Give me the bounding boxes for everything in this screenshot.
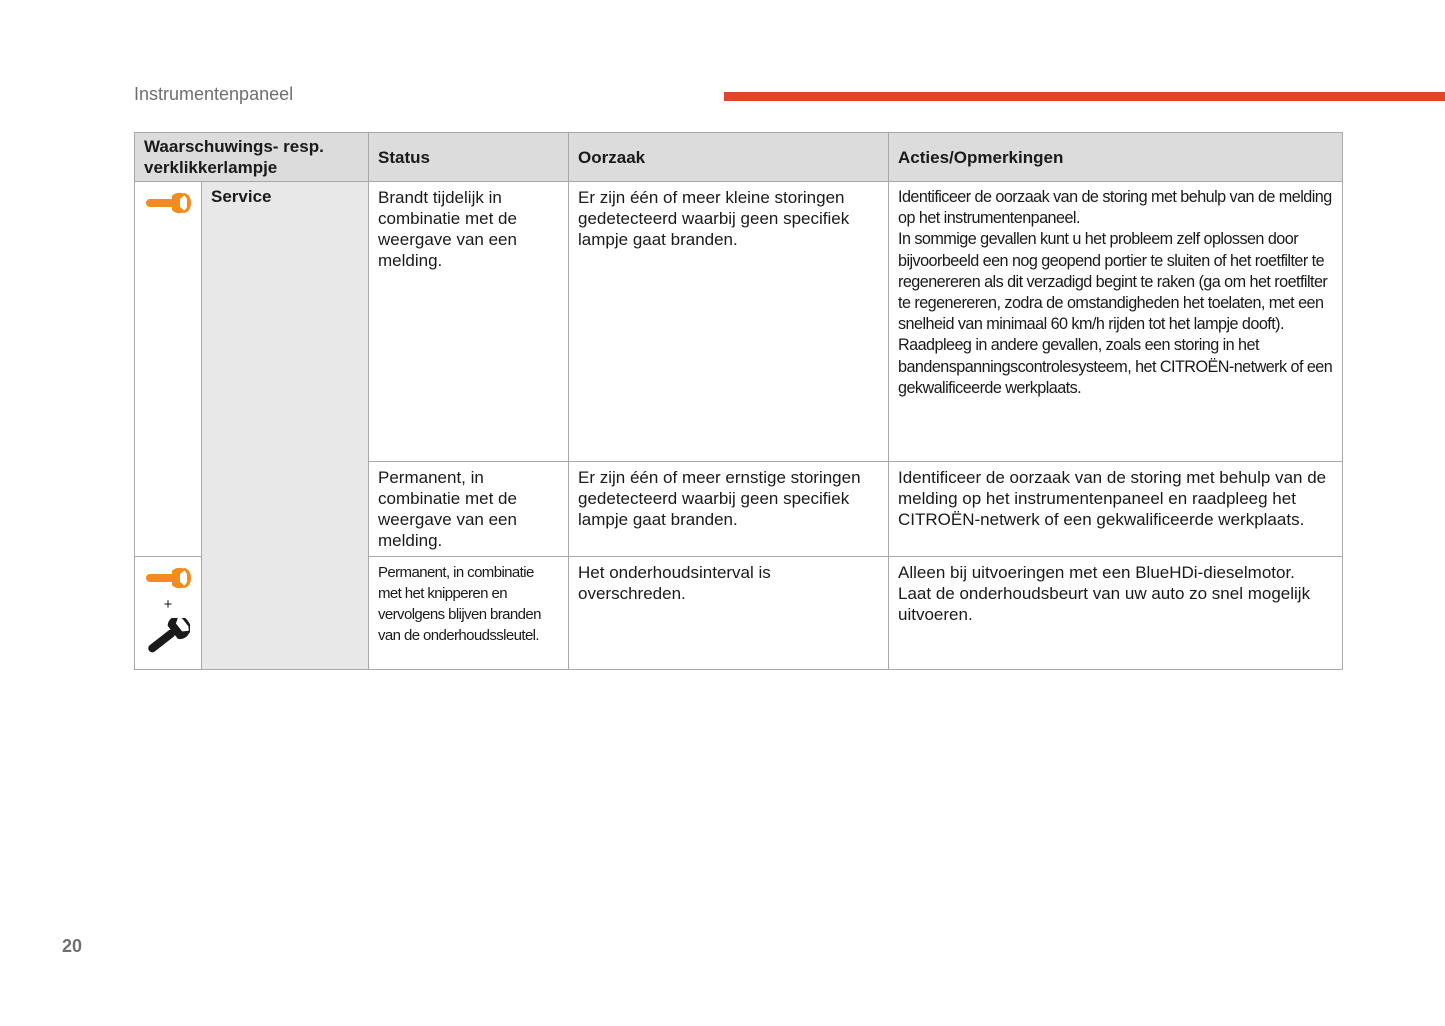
column-header-status: Status (369, 133, 569, 182)
table-row (135, 182, 1343, 462)
status-cell: Permanent, in combinatie met de weergave van een melding. (369, 462, 569, 557)
orange-wrench-icon (145, 567, 191, 589)
oorzaak-cell: Er zijn één of meer kleine storingen gedetecteerd waarbij geen specifiek lampje gaat branden. (569, 182, 889, 462)
column-header-oorzaak: Oorzaak (569, 133, 889, 182)
maintenance-icon-cell (135, 557, 202, 670)
acties-cell: Identificeer de oorzaak van de storing met behulp van de melding op het instrumentenpaneel. In sommige gevallen kunt u het probleem zelf oplossen door bijvoorbeeld een nog geopend portier te sluiten of het roetfilter te regenereren als dit verzadigd begint te raken (ga om het roetfilter te regenereren, zodra de omstandigheden het toelaten, met een snelheid van minimaal 60 km/h rijden tot het lampje dooft). Raadpleeg in andere gevallen, zoals een storing in het bandenspanningscontrolesysteem, het CITROËN-netwerk of een gekwalificeerde werkplaats. (889, 182, 1343, 462)
acties-cell: Identificeer de oorzaak van de storing met behulp van de melding op het instrumentenpaneel en raadpleeg het CITROËN-netwerk of een gekwalificeerde werkplaats. (889, 462, 1343, 557)
status-cell: Brandt tijdelijk in combinatie met de weergave van een melding. (369, 182, 569, 462)
table-header-row (135, 133, 1343, 182)
plus-sign: + (163, 596, 173, 613)
acties-cell: Alleen bij uitvoeringen met een BlueHDi-dieselmotor. Laat de onderhoudsbeurt van uw auto zo snel mogelijk uitvoeren. (889, 557, 1343, 670)
warning-lamp-table (134, 132, 1343, 670)
oorzaak-cell: Er zijn één of meer ernstige storingen gedetecteerd waarbij geen specifiek lampje gaat branden. (569, 462, 889, 557)
status-cell: Permanent, in combinatie met het knipperen en vervolgens blijven branden van de onderhoudssleutel. (369, 557, 569, 670)
column-header-acties: Acties/Opmerkingen (889, 133, 1343, 182)
service-icon-cell (135, 182, 202, 557)
page-number: 20 (62, 936, 83, 956)
orange-wrench-icon (145, 192, 191, 214)
lamp-name: Service (202, 182, 369, 670)
column-header-lamp: Waarschuwings- resp. verklikkerlampje (135, 133, 369, 182)
accent-bar (724, 92, 1445, 101)
black-wrench-icon (146, 618, 190, 654)
oorzaak-cell: Het onderhoudsinterval is overschreden. (569, 557, 889, 670)
section-title: Instrumentenpaneel (134, 84, 294, 104)
